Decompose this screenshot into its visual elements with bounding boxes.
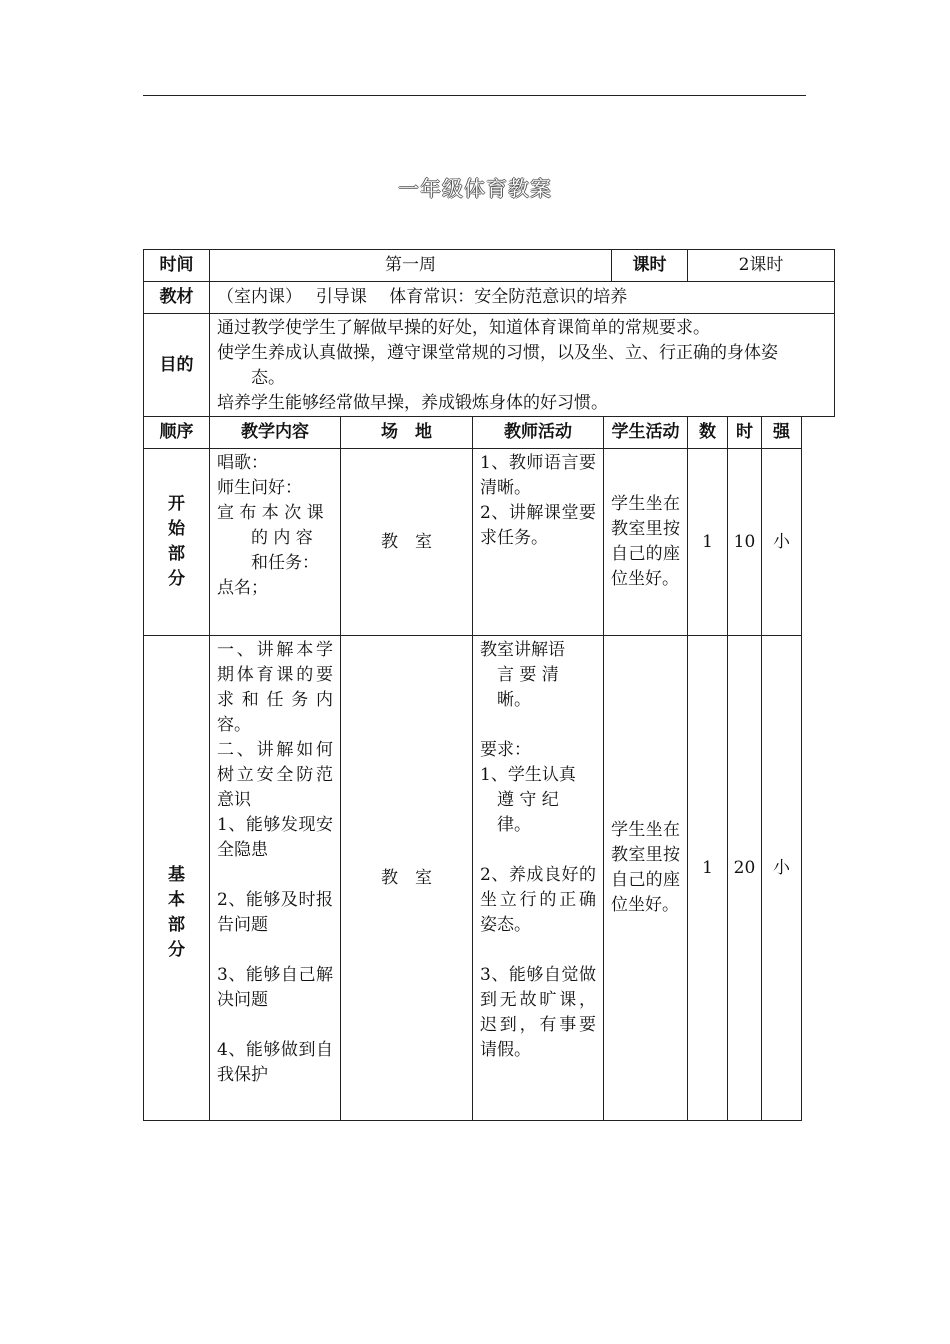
row-material — [144, 282, 835, 314]
opening-intensity: 小 — [762, 449, 802, 636]
section-main-row — [144, 636, 835, 1121]
row-goal — [144, 314, 835, 417]
material-value: （室内课） 引导课 体育常识：安全防范意识的培养 — [210, 282, 835, 314]
main-content: 一、讲解本学期体育课的要求和任务内容。 二、讲解如何树立安全防范意识 1、能够发现安全隐患 2、能够及时报告问题 3、能够自己解决问题 4、能够做到自我保护 — [210, 636, 341, 1121]
col-order: 顺序 — [144, 417, 210, 449]
main-teacher: 教室讲解语 言 要 清 晰。 要求： 1、学生认真 遵 守 纪 律。 2、养成良好的坐立行的正确姿态。 3、能够自觉做到无故旷课，迟到，有事要请假。 — [473, 636, 604, 1121]
main-count: 1 — [688, 636, 728, 1121]
main-venue: 教 室 — [341, 636, 473, 1121]
opening-teacher: 1、教师语言要清晰。 2、讲解课堂要求任务。 — [473, 449, 604, 636]
time-label: 时间 — [144, 250, 210, 282]
header-rule — [143, 95, 806, 96]
hours-value: 2课时 — [688, 250, 835, 282]
main-intensity: 小 — [762, 636, 802, 1121]
time-value: 第一周 — [210, 250, 612, 282]
opening-count: 1 — [688, 449, 728, 636]
section-main-name: 基 本 部 分 — [144, 636, 210, 1121]
section-opening-row — [144, 449, 835, 636]
col-student: 学生活动 — [604, 417, 688, 449]
lesson-plan-table — [143, 249, 835, 1121]
page-title: 一年级体育教案 — [398, 177, 552, 201]
col-time: 时 — [728, 417, 762, 449]
opening-student: 学生坐在教室里按自己的座位坐好。 — [604, 449, 688, 636]
goal-item-1: 通过教学使学生了解做早操的好处，知道体育课简单的常规要求。 — [217, 318, 710, 338]
col-intensity: 强 — [762, 417, 802, 449]
col-count: 数 — [688, 417, 728, 449]
goal-item-3: 培养学生能够经常做早操，养成锻炼身体的好习惯。 — [217, 393, 608, 413]
column-header-row — [144, 417, 835, 449]
col-teacher: 教师活动 — [473, 417, 604, 449]
material-label: 教材 — [144, 282, 210, 314]
goal-label: 目的 — [144, 314, 210, 417]
col-venue: 场 地 — [341, 417, 473, 449]
hours-label: 课时 — [612, 250, 688, 282]
section-opening-name: 开 始 部 分 — [144, 449, 210, 636]
main-student: 学生坐在教室里按自己的座位坐好。 — [604, 636, 688, 1121]
goal-item-2: 使学生养成认真做操，遵守课堂常规的习惯，以及坐、立、行正确的身体姿 态。 — [217, 343, 778, 388]
opening-time: 10 — [728, 449, 762, 636]
main-time: 20 — [728, 636, 762, 1121]
col-content: 教学内容 — [210, 417, 341, 449]
row-time — [144, 250, 835, 282]
opening-content: 唱歌： 师生问好： 宣 布 本 次 课 的 内 容 和任务： 点名； — [210, 449, 341, 636]
opening-venue: 教 室 — [341, 449, 473, 636]
